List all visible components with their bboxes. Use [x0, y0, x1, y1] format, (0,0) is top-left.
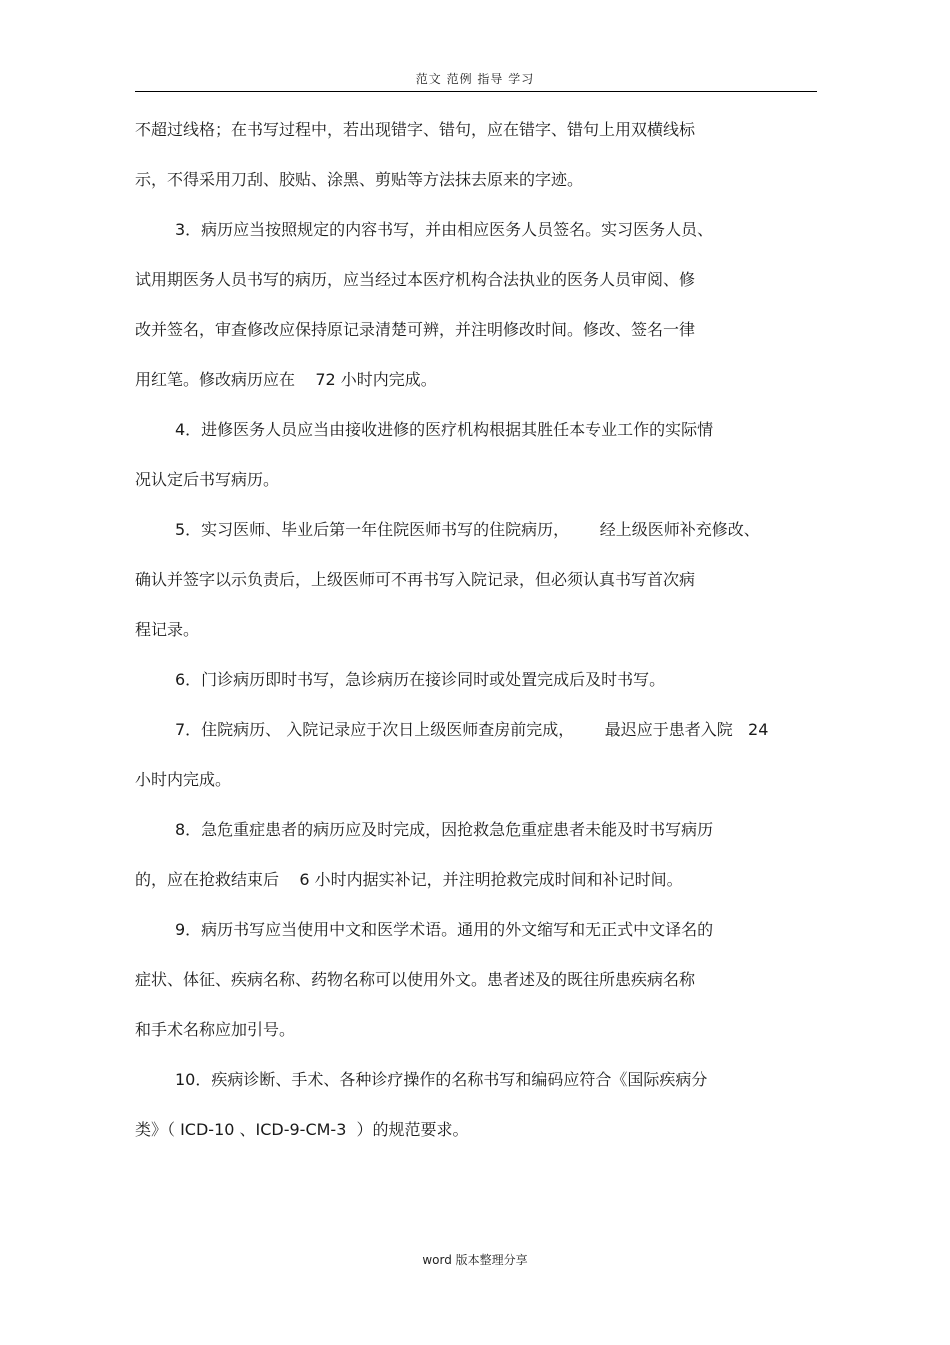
text-line: 示，不得采用刀刮、胶贴、涂黑、剪贴等方法抹去原来的字迹。	[135, 170, 584, 189]
text-line: 试用期医务人员书写的病历，应当经过本医疗机构合法执业的医务人员审阅、修	[135, 270, 696, 289]
text-line: 9．病历书写应当使用中文和医学术语。通用的外文缩写和无正式中文译名的	[175, 920, 714, 939]
text-line: 程记录。	[135, 620, 200, 639]
text-line: 不超过线格；在书写过程中，若出现错字、错句，应在错字、错句上用双横线标	[135, 120, 696, 139]
text-line: 8．急危重症患者的病历应及时完成，因抢救急危重症患者未能及时书写病历	[175, 820, 714, 839]
text-line: 10．疾病诊断、手术、各种诊疗操作的名称书写和编码应符合《国际疾病分	[175, 1070, 708, 1089]
text-line: 7．住院病历、 入院记录应于次日上级医师查房前完成， 最迟应于患者入院 24	[175, 720, 769, 739]
text-line: 改并签名，审查修改应保持原记录清楚可辨，并注明修改时间。修改、签名一律	[135, 320, 696, 339]
header-rule	[135, 91, 817, 92]
text-line: 类》（ ICD-10 、ICD-9-CM-3 ）的规范要求。	[135, 1120, 469, 1139]
text-line: 症状、体征、疾病名称、药物名称可以使用外文。患者述及的既往所患疾病名称	[135, 970, 696, 989]
text-line: 6．门诊病历即时书写，急诊病历在接诊同时或处置完成后及时书写。	[175, 670, 666, 689]
text-line: 和手术名称应加引号。	[135, 1020, 296, 1039]
text-line: 小时内完成。	[135, 770, 232, 789]
text-line: 5．实习医师、毕业后第一年住院医师书写的住院病历， 经上级医师补充修改、	[175, 520, 760, 539]
text-line: 况认定后书写病历。	[135, 470, 280, 489]
text-line: 确认并签字以示负责后，上级医师可不再书写入院记录，但必须认真书写首次病	[135, 570, 696, 589]
page-footer: word 版本整理分享	[422, 1253, 528, 1267]
text-line: 3．病历应当按照规定的内容书写，并由相应医务人员签名。实习医务人员、	[175, 220, 714, 239]
text-line: 的，应在抢救结束后 6 小时内据实补记，并注明抢救完成时间和补记时间。	[135, 870, 683, 889]
page-header: 范文 范例 指导 学习	[415, 72, 535, 86]
text-line: 用红笔。修改病历应在 72 小时内完成。	[135, 370, 437, 389]
text-line: 4．进修医务人员应当由接收进修的医疗机构根据其胜任本专业工作的实际情	[175, 420, 714, 439]
